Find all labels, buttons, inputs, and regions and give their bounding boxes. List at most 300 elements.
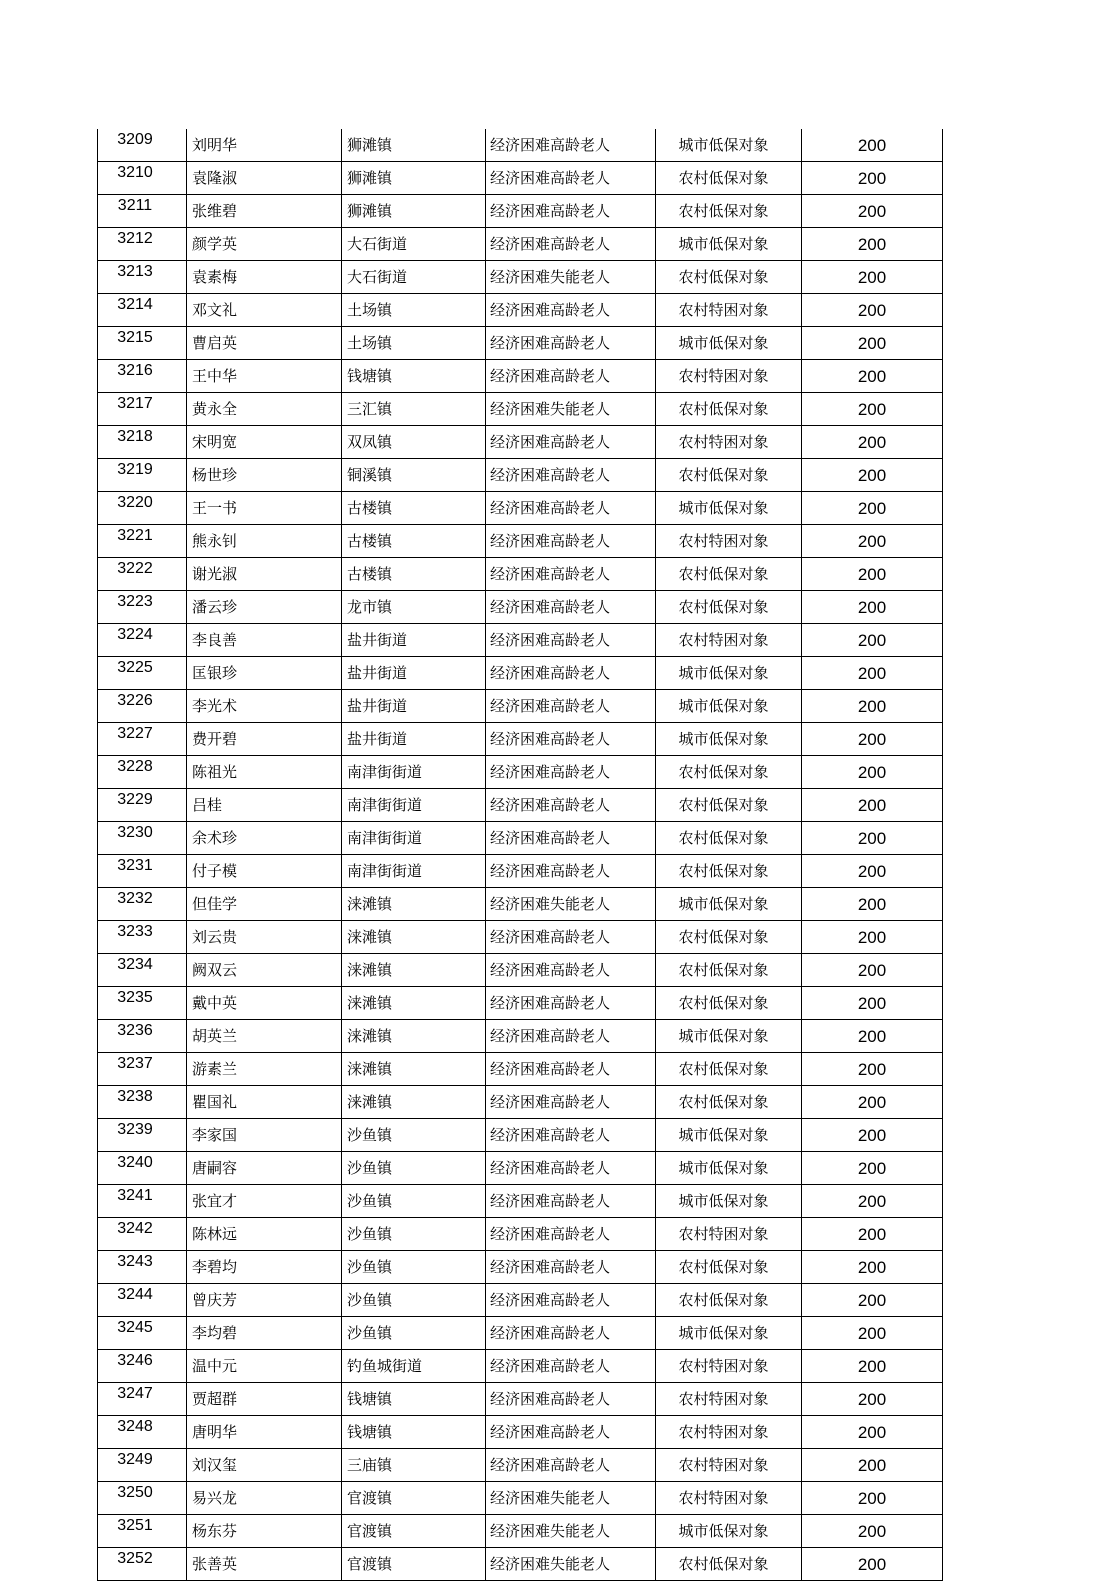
table-row <box>98 921 943 954</box>
name-cell: 刘明华 <box>187 129 342 162</box>
row-number-cell: 3213 <box>98 261 187 294</box>
name-cell: 吕桂 <box>187 789 342 822</box>
type-cell: 农村特困对象 <box>656 1350 802 1383</box>
type-cell: 农村特困对象 <box>656 1482 802 1515</box>
name-cell: 张维碧 <box>187 195 342 228</box>
row-number-cell: 3245 <box>98 1317 187 1350</box>
type-cell: 农村特困对象 <box>656 1383 802 1416</box>
name-cell: 黄永全 <box>187 393 342 426</box>
row-number-cell: 3218 <box>98 426 187 459</box>
type-cell: 农村特困对象 <box>656 360 802 393</box>
type-cell: 农村低保对象 <box>656 1086 802 1119</box>
category-cell: 经济困难高龄老人 <box>486 195 656 228</box>
amount-cell: 200 <box>802 492 943 525</box>
name-cell: 刘云贵 <box>187 921 342 954</box>
table-row <box>98 1548 943 1581</box>
town-cell: 沙鱼镇 <box>342 1119 486 1152</box>
name-cell: 曾庆芳 <box>187 1284 342 1317</box>
row-number-cell: 3214 <box>98 294 187 327</box>
type-cell: 城市低保对象 <box>656 888 802 921</box>
type-cell: 城市低保对象 <box>656 1020 802 1053</box>
category-cell: 经济困难高龄老人 <box>486 1449 656 1482</box>
amount-cell: 200 <box>802 789 943 822</box>
name-cell: 阙双云 <box>187 954 342 987</box>
row-number-cell: 3215 <box>98 327 187 360</box>
amount-cell: 200 <box>802 987 943 1020</box>
category-cell: 经济困难高龄老人 <box>486 591 656 624</box>
amount-cell: 200 <box>802 327 943 360</box>
type-cell: 农村低保对象 <box>656 393 802 426</box>
town-cell: 大石街道 <box>342 261 486 294</box>
town-cell: 盐井街道 <box>342 624 486 657</box>
table-row <box>98 1053 943 1086</box>
table-row <box>98 459 943 492</box>
name-cell: 刘汉玺 <box>187 1449 342 1482</box>
type-cell: 农村低保对象 <box>656 822 802 855</box>
amount-cell: 200 <box>802 1020 943 1053</box>
town-cell: 大石街道 <box>342 228 486 261</box>
town-cell: 钱塘镇 <box>342 1416 486 1449</box>
name-cell: 张善英 <box>187 1548 342 1581</box>
category-cell: 经济困难高龄老人 <box>486 723 656 756</box>
row-number-cell: 3233 <box>98 921 187 954</box>
category-cell: 经济困难高龄老人 <box>486 459 656 492</box>
amount-cell: 200 <box>802 1284 943 1317</box>
town-cell: 涞滩镇 <box>342 1086 486 1119</box>
amount-cell: 200 <box>802 393 943 426</box>
table-row <box>98 195 943 228</box>
table-row <box>98 1251 943 1284</box>
row-number-cell: 3209 <box>98 129 187 162</box>
category-cell: 经济困难高龄老人 <box>486 1350 656 1383</box>
town-cell: 古楼镇 <box>342 492 486 525</box>
amount-cell: 200 <box>802 1515 943 1548</box>
amount-cell: 200 <box>802 525 943 558</box>
name-cell: 王中华 <box>187 360 342 393</box>
category-cell: 经济困难高龄老人 <box>486 789 656 822</box>
amount-cell: 200 <box>802 1119 943 1152</box>
town-cell: 钱塘镇 <box>342 1383 486 1416</box>
amount-cell: 200 <box>802 1350 943 1383</box>
amount-cell: 200 <box>802 624 943 657</box>
amount-cell: 200 <box>802 360 943 393</box>
type-cell: 农村特困对象 <box>656 624 802 657</box>
row-number-cell: 3217 <box>98 393 187 426</box>
row-number-cell: 3224 <box>98 624 187 657</box>
category-cell: 经济困难高龄老人 <box>486 1416 656 1449</box>
name-cell: 付子模 <box>187 855 342 888</box>
category-cell: 经济困难失能老人 <box>486 261 656 294</box>
name-cell: 戴中英 <box>187 987 342 1020</box>
row-number-cell: 3241 <box>98 1185 187 1218</box>
amount-cell: 200 <box>802 1317 943 1350</box>
type-cell: 农村特困对象 <box>656 294 802 327</box>
type-cell: 农村低保对象 <box>656 789 802 822</box>
row-number-cell: 3229 <box>98 789 187 822</box>
category-cell: 经济困难高龄老人 <box>486 1251 656 1284</box>
town-cell: 沙鱼镇 <box>342 1317 486 1350</box>
table-row <box>98 1383 943 1416</box>
amount-cell: 200 <box>802 1086 943 1119</box>
table-row <box>98 756 943 789</box>
town-cell: 沙鱼镇 <box>342 1152 486 1185</box>
town-cell: 狮滩镇 <box>342 129 486 162</box>
row-number-cell: 3251 <box>98 1515 187 1548</box>
table-body <box>98 129 943 1581</box>
table-row <box>98 129 943 162</box>
type-cell: 城市低保对象 <box>656 327 802 360</box>
amount-cell: 200 <box>802 1053 943 1086</box>
type-cell: 农村低保对象 <box>656 1284 802 1317</box>
category-cell: 经济困难高龄老人 <box>486 624 656 657</box>
row-number-cell: 3223 <box>98 591 187 624</box>
name-cell: 张宜才 <box>187 1185 342 1218</box>
name-cell: 瞿国礼 <box>187 1086 342 1119</box>
town-cell: 钓鱼城街道 <box>342 1350 486 1383</box>
amount-cell: 200 <box>802 591 943 624</box>
name-cell: 唐嗣容 <box>187 1152 342 1185</box>
row-number-cell: 3242 <box>98 1218 187 1251</box>
type-cell: 农村低保对象 <box>656 1548 802 1581</box>
town-cell: 古楼镇 <box>342 558 486 591</box>
amount-cell: 200 <box>802 1416 943 1449</box>
type-cell: 农村低保对象 <box>656 921 802 954</box>
amount-cell: 200 <box>802 1482 943 1515</box>
row-number-cell: 3247 <box>98 1383 187 1416</box>
category-cell: 经济困难失能老人 <box>486 1548 656 1581</box>
category-cell: 经济困难高龄老人 <box>486 1218 656 1251</box>
amount-cell: 200 <box>802 1383 943 1416</box>
table-row <box>98 1218 943 1251</box>
table-row <box>98 294 943 327</box>
town-cell: 南津街街道 <box>342 822 486 855</box>
table-row <box>98 888 943 921</box>
category-cell: 经济困难高龄老人 <box>486 987 656 1020</box>
table-row <box>98 1119 943 1152</box>
table-row <box>98 1152 943 1185</box>
table-row <box>98 1515 943 1548</box>
table-row <box>98 492 943 525</box>
category-cell: 经济困难高龄老人 <box>486 129 656 162</box>
category-cell: 经济困难失能老人 <box>486 1482 656 1515</box>
town-cell: 官渡镇 <box>342 1482 486 1515</box>
row-number-cell: 3248 <box>98 1416 187 1449</box>
category-cell: 经济困难高龄老人 <box>486 492 656 525</box>
category-cell: 经济困难高龄老人 <box>486 1086 656 1119</box>
name-cell: 杨世珍 <box>187 459 342 492</box>
town-cell: 涞滩镇 <box>342 1020 486 1053</box>
table-row <box>98 822 943 855</box>
type-cell: 城市低保对象 <box>656 657 802 690</box>
town-cell: 古楼镇 <box>342 525 486 558</box>
row-number-cell: 3227 <box>98 723 187 756</box>
town-cell: 盐井街道 <box>342 690 486 723</box>
table-row <box>98 1482 943 1515</box>
table-row <box>98 360 943 393</box>
amount-cell: 200 <box>802 1185 943 1218</box>
town-cell: 涞滩镇 <box>342 888 486 921</box>
category-cell: 经济困难高龄老人 <box>486 525 656 558</box>
type-cell: 农村特困对象 <box>656 426 802 459</box>
table-row <box>98 987 943 1020</box>
town-cell: 南津街街道 <box>342 855 486 888</box>
category-cell: 经济困难高龄老人 <box>486 1383 656 1416</box>
name-cell: 袁素梅 <box>187 261 342 294</box>
category-cell: 经济困难高龄老人 <box>486 327 656 360</box>
amount-cell: 200 <box>802 195 943 228</box>
table-row <box>98 327 943 360</box>
amount-cell: 200 <box>802 558 943 591</box>
table-row <box>98 525 943 558</box>
town-cell: 沙鱼镇 <box>342 1218 486 1251</box>
town-cell: 沙鱼镇 <box>342 1185 486 1218</box>
type-cell: 农村特困对象 <box>656 1416 802 1449</box>
table-row <box>98 1020 943 1053</box>
name-cell: 游素兰 <box>187 1053 342 1086</box>
row-number-cell: 3239 <box>98 1119 187 1152</box>
amount-cell: 200 <box>802 162 943 195</box>
table-row <box>98 789 943 822</box>
category-cell: 经济困难高龄老人 <box>486 1284 656 1317</box>
row-number-cell: 3216 <box>98 360 187 393</box>
category-cell: 经济困难高龄老人 <box>486 558 656 591</box>
amount-cell: 200 <box>802 1548 943 1581</box>
category-cell: 经济困难高龄老人 <box>486 1152 656 1185</box>
name-cell: 贾超群 <box>187 1383 342 1416</box>
category-cell: 经济困难高龄老人 <box>486 1185 656 1218</box>
table-row <box>98 1449 943 1482</box>
row-number-cell: 3225 <box>98 657 187 690</box>
type-cell: 农村低保对象 <box>656 558 802 591</box>
category-cell: 经济困难高龄老人 <box>486 921 656 954</box>
row-number-cell: 3236 <box>98 1020 187 1053</box>
table-row <box>98 426 943 459</box>
town-cell: 涞滩镇 <box>342 921 486 954</box>
row-number-cell: 3221 <box>98 525 187 558</box>
amount-cell: 200 <box>802 261 943 294</box>
town-cell: 土场镇 <box>342 294 486 327</box>
type-cell: 农村低保对象 <box>656 756 802 789</box>
row-number-cell: 3228 <box>98 756 187 789</box>
town-cell: 涞滩镇 <box>342 987 486 1020</box>
amount-cell: 200 <box>802 1218 943 1251</box>
type-cell: 农村特困对象 <box>656 525 802 558</box>
name-cell: 杨东芬 <box>187 1515 342 1548</box>
name-cell: 胡英兰 <box>187 1020 342 1053</box>
town-cell: 南津街街道 <box>342 789 486 822</box>
row-number-cell: 3252 <box>98 1548 187 1581</box>
row-number-cell: 3219 <box>98 459 187 492</box>
name-cell: 李碧均 <box>187 1251 342 1284</box>
type-cell: 农村低保对象 <box>656 1053 802 1086</box>
name-cell: 熊永钊 <box>187 525 342 558</box>
town-cell: 盐井街道 <box>342 657 486 690</box>
type-cell: 农村低保对象 <box>656 261 802 294</box>
town-cell: 沙鱼镇 <box>342 1251 486 1284</box>
type-cell: 农村特困对象 <box>656 1449 802 1482</box>
type-cell: 城市低保对象 <box>656 1152 802 1185</box>
amount-cell: 200 <box>802 954 943 987</box>
type-cell: 农村低保对象 <box>656 855 802 888</box>
table-row <box>98 1416 943 1449</box>
row-number-cell: 3220 <box>98 492 187 525</box>
town-cell: 南津街街道 <box>342 756 486 789</box>
category-cell: 经济困难高龄老人 <box>486 426 656 459</box>
row-number-cell: 3237 <box>98 1053 187 1086</box>
category-cell: 经济困难高龄老人 <box>486 690 656 723</box>
table-row <box>98 591 943 624</box>
name-cell: 陈林远 <box>187 1218 342 1251</box>
town-cell: 双凤镇 <box>342 426 486 459</box>
category-cell: 经济困难高龄老人 <box>486 657 656 690</box>
town-cell: 沙鱼镇 <box>342 1284 486 1317</box>
amount-cell: 200 <box>802 921 943 954</box>
category-cell: 经济困难高龄老人 <box>486 1119 656 1152</box>
amount-cell: 200 <box>802 129 943 162</box>
amount-cell: 200 <box>802 294 943 327</box>
name-cell: 曹启英 <box>187 327 342 360</box>
row-number-cell: 3211 <box>98 195 187 228</box>
type-cell: 城市低保对象 <box>656 1515 802 1548</box>
amount-cell: 200 <box>802 1449 943 1482</box>
row-number-cell: 3246 <box>98 1350 187 1383</box>
table-row <box>98 393 943 426</box>
type-cell: 城市低保对象 <box>656 723 802 756</box>
type-cell: 城市低保对象 <box>656 129 802 162</box>
town-cell: 龙市镇 <box>342 591 486 624</box>
row-number-cell: 3210 <box>98 162 187 195</box>
category-cell: 经济困难高龄老人 <box>486 1317 656 1350</box>
name-cell: 潘云珍 <box>187 591 342 624</box>
table-row <box>98 723 943 756</box>
town-cell: 铜溪镇 <box>342 459 486 492</box>
category-cell: 经济困难高龄老人 <box>486 756 656 789</box>
amount-cell: 200 <box>802 822 943 855</box>
category-cell: 经济困难高龄老人 <box>486 162 656 195</box>
name-cell: 袁隆淑 <box>187 162 342 195</box>
type-cell: 农村低保对象 <box>656 195 802 228</box>
name-cell: 李光术 <box>187 690 342 723</box>
town-cell: 三庙镇 <box>342 1449 486 1482</box>
category-cell: 经济困难高龄老人 <box>486 1053 656 1086</box>
row-number-cell: 3232 <box>98 888 187 921</box>
amount-cell: 200 <box>802 1152 943 1185</box>
type-cell: 农村低保对象 <box>656 1251 802 1284</box>
amount-cell: 200 <box>802 690 943 723</box>
row-number-cell: 3243 <box>98 1251 187 1284</box>
table-row <box>98 954 943 987</box>
table-row <box>98 1350 943 1383</box>
town-cell: 三汇镇 <box>342 393 486 426</box>
town-cell: 狮滩镇 <box>342 162 486 195</box>
amount-cell: 200 <box>802 855 943 888</box>
name-cell: 宋明宽 <box>187 426 342 459</box>
row-number-cell: 3231 <box>98 855 187 888</box>
category-cell: 经济困难高龄老人 <box>486 1020 656 1053</box>
category-cell: 经济困难高龄老人 <box>486 855 656 888</box>
type-cell: 农村低保对象 <box>656 954 802 987</box>
type-cell: 城市低保对象 <box>656 228 802 261</box>
category-cell: 经济困难失能老人 <box>486 393 656 426</box>
town-cell: 狮滩镇 <box>342 195 486 228</box>
table-row <box>98 1284 943 1317</box>
row-number-cell: 3249 <box>98 1449 187 1482</box>
amount-cell: 200 <box>802 459 943 492</box>
row-number-cell: 3212 <box>98 228 187 261</box>
row-number-cell: 3230 <box>98 822 187 855</box>
name-cell: 唐明华 <box>187 1416 342 1449</box>
amount-cell: 200 <box>802 756 943 789</box>
amount-cell: 200 <box>802 228 943 261</box>
name-cell: 李家国 <box>187 1119 342 1152</box>
town-cell: 钱塘镇 <box>342 360 486 393</box>
name-cell: 费开碧 <box>187 723 342 756</box>
name-cell: 谢光淑 <box>187 558 342 591</box>
table-row <box>98 228 943 261</box>
town-cell: 涞滩镇 <box>342 1053 486 1086</box>
table-row <box>98 1317 943 1350</box>
type-cell: 农村低保对象 <box>656 162 802 195</box>
amount-cell: 200 <box>802 1251 943 1284</box>
type-cell: 城市低保对象 <box>656 492 802 525</box>
row-number-cell: 3238 <box>98 1086 187 1119</box>
amount-cell: 200 <box>802 657 943 690</box>
type-cell: 农村特困对象 <box>656 1218 802 1251</box>
name-cell: 李均碧 <box>187 1317 342 1350</box>
name-cell: 余术珍 <box>187 822 342 855</box>
type-cell: 农村低保对象 <box>656 591 802 624</box>
town-cell: 涞滩镇 <box>342 954 486 987</box>
row-number-cell: 3222 <box>98 558 187 591</box>
category-cell: 经济困难失能老人 <box>486 888 656 921</box>
row-number-cell: 3235 <box>98 987 187 1020</box>
name-cell: 匡银珍 <box>187 657 342 690</box>
town-cell: 土场镇 <box>342 327 486 360</box>
category-cell: 经济困难高龄老人 <box>486 954 656 987</box>
row-number-cell: 3250 <box>98 1482 187 1515</box>
subsidy-table <box>97 129 943 1581</box>
row-number-cell: 3244 <box>98 1284 187 1317</box>
table-row <box>98 1185 943 1218</box>
amount-cell: 200 <box>802 723 943 756</box>
name-cell: 但佳学 <box>187 888 342 921</box>
table-row <box>98 657 943 690</box>
table-row <box>98 558 943 591</box>
town-cell: 官渡镇 <box>342 1548 486 1581</box>
type-cell: 城市低保对象 <box>656 1185 802 1218</box>
type-cell: 农村低保对象 <box>656 987 802 1020</box>
category-cell: 经济困难高龄老人 <box>486 822 656 855</box>
name-cell: 颜学英 <box>187 228 342 261</box>
table-row <box>98 162 943 195</box>
type-cell: 农村低保对象 <box>656 459 802 492</box>
town-cell: 官渡镇 <box>342 1515 486 1548</box>
name-cell: 李良善 <box>187 624 342 657</box>
row-number-cell: 3226 <box>98 690 187 723</box>
type-cell: 城市低保对象 <box>656 1317 802 1350</box>
name-cell: 陈祖光 <box>187 756 342 789</box>
name-cell: 邓文礼 <box>187 294 342 327</box>
table-row <box>98 855 943 888</box>
table-row <box>98 261 943 294</box>
amount-cell: 200 <box>802 888 943 921</box>
type-cell: 城市低保对象 <box>656 690 802 723</box>
name-cell: 温中元 <box>187 1350 342 1383</box>
category-cell: 经济困难高龄老人 <box>486 294 656 327</box>
row-number-cell: 3234 <box>98 954 187 987</box>
table-row <box>98 624 943 657</box>
category-cell: 经济困难高龄老人 <box>486 360 656 393</box>
